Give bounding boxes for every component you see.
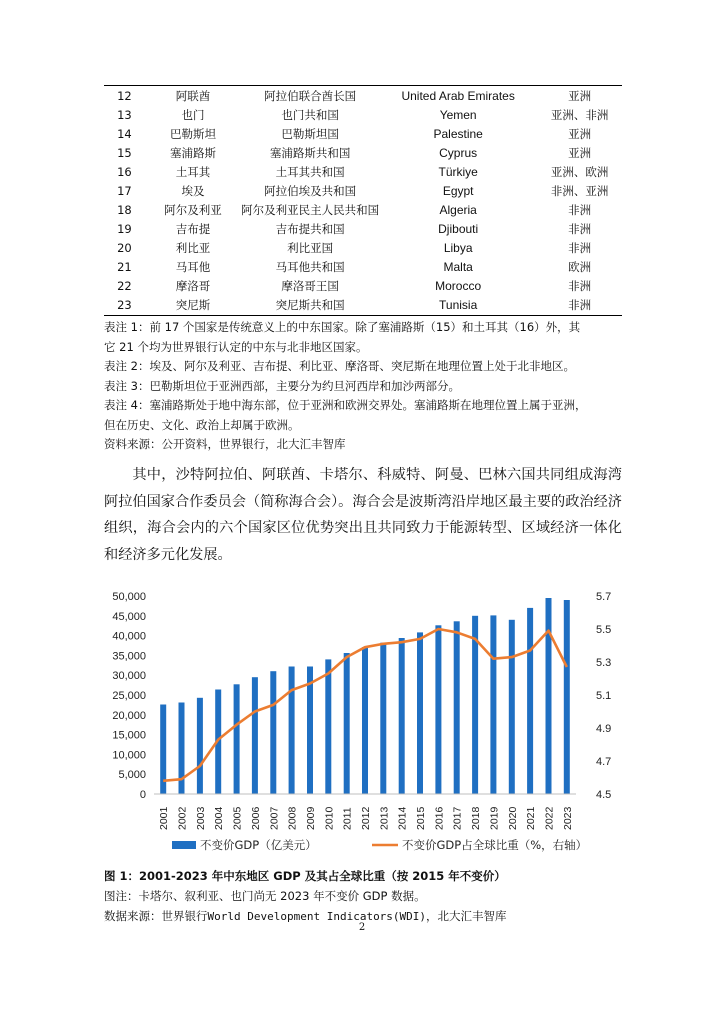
figure-source-suffix: ，北大汇丰智库 — [426, 909, 507, 923]
figure-note: 图注：卡塔尔、叙利亚、也门尚无 2023 年不变价 GDP 数据。 — [104, 889, 426, 903]
country-english-name: Cyprus — [439, 145, 478, 160]
left-axis-tick-label: 20,000 — [112, 709, 146, 722]
left-axis-tick-label: 10,000 — [112, 749, 146, 762]
row-number: 23 — [117, 297, 132, 312]
row-number: 18 — [117, 202, 132, 217]
country-english-name: Djibouti — [438, 221, 479, 236]
country-short-name: 阿联酋 — [175, 88, 211, 103]
gdp-bar — [289, 667, 295, 795]
gdp-bar — [234, 684, 240, 794]
table-row — [104, 181, 622, 200]
paragraph-text: 其中，沙特阿拉伯、阿联酋、卡塔尔、科威特、阿曼、巴林六国共同组成海湾阿拉伯国家合作委员会（简称海合会）。海合会是波斯湾沿岸地区最主要的政治经济组织，海合会内的六个国家区位优势突出且共同致力于能源转型、区域经济一体化和经济多元化发展。 — [104, 467, 622, 563]
country-english-name: United Arab Emirates — [401, 88, 515, 103]
continent: 亚洲 — [568, 126, 592, 141]
x-axis-tick-label: 2023 — [561, 806, 574, 830]
country-full-name: 阿拉伯联合酋长国 — [264, 88, 357, 103]
gdp-bar — [252, 677, 258, 794]
x-axis-tick-label: 2013 — [378, 806, 391, 830]
continent: 非洲 — [568, 278, 592, 293]
gdp-bar — [564, 600, 570, 794]
country-english-name: Tunisia — [439, 297, 478, 312]
x-axis-tick-label: 2003 — [194, 806, 207, 830]
continent: 非洲 — [568, 221, 592, 236]
gdp-bar — [270, 671, 276, 794]
country-english-name: Morocco — [435, 278, 482, 293]
row-number: 14 — [117, 126, 132, 141]
country-full-name: 吉布提共和国 — [275, 221, 345, 236]
row-number: 16 — [117, 164, 132, 179]
continent: 亚洲 — [568, 145, 592, 160]
left-axis-tick-label: 0 — [139, 789, 146, 801]
country-short-name: 埃及 — [181, 183, 205, 198]
continent: 非洲 — [568, 240, 592, 255]
country-full-name: 土耳其共和国 — [275, 164, 345, 179]
table-row — [104, 219, 622, 238]
legend-bar-label: 不变价GDP（亿美元） — [200, 838, 317, 852]
note-2: 表注 2：埃及、阿尔及利亚、吉布提、利比亚、摩洛哥、突尼斯在地理位置上处于北非地区。 — [104, 359, 575, 373]
right-axis-tick-label: 4.5 — [596, 789, 612, 801]
body-paragraph — [104, 462, 622, 568]
left-axis-tick-label: 35,000 — [112, 650, 146, 663]
table-row — [104, 238, 622, 257]
left-axis-tick-label: 30,000 — [112, 670, 146, 683]
gdp-bar — [325, 659, 331, 794]
note-1-line-2: 它 21 个均为世界银行认定的中东与北非地区国家。 — [104, 339, 368, 354]
country-full-name: 阿尔及利亚民主人民共和国 — [241, 202, 380, 217]
country-english-name: Yemen — [439, 107, 477, 122]
x-axis-tick-label: 2002 — [176, 806, 189, 830]
gdp-bar — [435, 625, 441, 794]
legend-line-label: 不变价GDP占全球比重（%，右轴） — [402, 838, 588, 852]
row-number: 22 — [117, 278, 132, 293]
gdp-bar — [527, 608, 533, 794]
table-bottom-rule — [104, 315, 622, 316]
legend-bar-swatch — [172, 841, 196, 849]
table-row — [104, 124, 622, 143]
table-notes — [104, 318, 624, 455]
country-full-name: 阿拉伯埃及共和国 — [264, 183, 357, 198]
table-row — [104, 276, 622, 295]
gdp-bar — [362, 647, 368, 794]
country-full-name: 马耳他共和国 — [275, 259, 345, 274]
country-full-name: 也门共和国 — [281, 107, 339, 122]
figure-caption — [104, 866, 624, 927]
country-english-name: Libya — [443, 240, 473, 255]
note-1-line-1: 表注 1：前 17 个国家是传统意义上的中东国家。除了塞浦路斯（15）和土耳其（16）外，其 — [104, 320, 581, 334]
country-short-name: 塞浦路斯 — [169, 145, 216, 160]
continent: 欧洲 — [568, 259, 592, 274]
continent: 非洲 — [568, 202, 592, 217]
table-row — [104, 105, 622, 124]
row-number: 21 — [117, 259, 132, 274]
right-axis-tick-label: 5.1 — [596, 690, 612, 702]
x-axis-tick-label: 2014 — [396, 806, 409, 830]
country-short-name: 土耳其 — [175, 164, 211, 179]
country-full-name: 巴勒斯坦国 — [281, 126, 339, 141]
country-short-name: 利比亚 — [175, 240, 211, 255]
x-axis-tick-label: 2019 — [488, 806, 501, 830]
row-number: 15 — [117, 145, 132, 160]
country-short-name: 吉布提 — [175, 221, 211, 236]
x-axis-tick-label: 2018 — [470, 806, 483, 830]
x-axis-tick-label: 2017 — [451, 806, 464, 830]
x-axis-tick-label: 2007 — [268, 806, 281, 830]
figure-source-prefix: 数据来源：世界银行 — [104, 909, 208, 923]
left-axis-tick-label: 45,000 — [112, 610, 146, 623]
country-short-name: 也门 — [181, 107, 205, 122]
left-axis-tick-label: 40,000 — [112, 630, 146, 643]
left-axis-tick-label: 15,000 — [112, 729, 146, 742]
continent: 非洲、亚洲 — [550, 183, 609, 198]
country-english-name: Malta — [443, 259, 473, 274]
x-axis-tick-label: 2022 — [543, 806, 556, 830]
x-axis-tick-label: 2008 — [286, 806, 299, 830]
continent: 亚洲、非洲 — [550, 107, 609, 122]
figure-title: 图 1：2001-2023 年中东地区 GDP 及其占全球比重（按 2015 年不变价） — [104, 869, 506, 883]
x-axis-tick-label: 2010 — [323, 806, 336, 830]
row-number: 17 — [117, 183, 132, 198]
x-axis-tick-label: 2006 — [249, 806, 262, 830]
right-axis-tick-label: 4.7 — [596, 756, 612, 768]
figure-source-wdi: World Development Indicators(WDI) — [207, 910, 427, 923]
country-full-name: 塞浦路斯共和国 — [269, 145, 351, 160]
country-short-name: 马耳他 — [175, 259, 211, 274]
page-number: 2 — [358, 922, 366, 933]
right-axis-tick-label: 5.3 — [596, 657, 612, 669]
x-axis-tick-label: 2021 — [525, 806, 538, 830]
gdp-bar — [344, 653, 350, 794]
left-axis-tick-label: 5,000 — [118, 769, 146, 782]
country-english-name: Türkiye — [438, 164, 478, 179]
x-axis-tick-label: 2005 — [231, 806, 244, 830]
table-row — [104, 143, 622, 162]
x-axis-tick-label: 2001 — [158, 806, 171, 830]
continent: 亚洲 — [568, 88, 592, 103]
gdp-bar — [197, 698, 203, 794]
table-source: 资料来源：公开资料，世界银行，北大汇丰智库 — [104, 437, 346, 451]
x-axis-tick-label: 2011 — [341, 807, 354, 830]
left-axis-tick-label: 50,000 — [112, 591, 146, 603]
x-axis-tick-label: 2020 — [506, 806, 519, 830]
gdp-chart — [104, 584, 624, 862]
right-axis-tick-label: 4.9 — [596, 723, 612, 735]
right-axis-tick-label: 5.5 — [596, 624, 612, 636]
x-axis-tick-label: 2009 — [305, 806, 317, 830]
country-table — [104, 86, 622, 314]
continent: 非洲 — [568, 297, 592, 312]
table-row — [104, 162, 622, 181]
gdp-bar — [490, 615, 496, 794]
x-axis-tick-label: 2015 — [415, 806, 427, 830]
row-number: 12 — [117, 88, 132, 103]
gdp-bar — [454, 621, 460, 794]
country-full-name: 利比亚国 — [287, 240, 334, 255]
x-axis-tick-label: 2016 — [433, 806, 446, 830]
row-number: 20 — [117, 240, 132, 255]
table-row — [104, 86, 622, 105]
country-english-name: Algeria — [439, 202, 477, 217]
x-axis-tick-label: 2012 — [360, 806, 372, 830]
table-row — [104, 257, 622, 276]
table-row — [104, 295, 622, 314]
gdp-bar — [399, 638, 405, 794]
country-english-name: Egypt — [442, 183, 474, 198]
country-short-name: 巴勒斯坦 — [169, 126, 216, 141]
country-short-name: 摩洛哥 — [175, 278, 211, 293]
gdp-bar — [380, 643, 386, 794]
note-4-line-1: 表注 4：塞浦路斯处于地中海东部，位于亚洲和欧洲交界处。塞浦路斯在地理位置上属于亚洲， — [104, 398, 587, 412]
right-axis-tick-label: 5.7 — [596, 591, 612, 603]
country-short-name: 突尼斯 — [175, 297, 211, 312]
country-full-name: 突尼斯共和国 — [275, 297, 345, 312]
country-short-name: 阿尔及利亚 — [164, 202, 222, 217]
x-axis-tick-label: 2004 — [213, 806, 226, 830]
country-english-name: Palestine — [433, 126, 483, 141]
continent: 亚洲、欧洲 — [550, 164, 609, 179]
left-axis-tick-label: 25,000 — [112, 690, 146, 702]
table-row — [104, 200, 622, 219]
row-number: 19 — [117, 221, 132, 236]
row-number: 13 — [117, 107, 132, 122]
gdp-bar — [546, 598, 552, 794]
gdp-bar — [417, 632, 423, 794]
note-3: 表注 3：巴勒斯坦位于亚洲西部，主要分为约旦河西岸和加沙两部分。 — [104, 378, 460, 393]
country-full-name: 摩洛哥王国 — [281, 278, 339, 293]
note-4-line-2: 但在历史、文化、政治上却属于欧洲。 — [104, 417, 300, 432]
gdp-bar — [509, 620, 515, 794]
